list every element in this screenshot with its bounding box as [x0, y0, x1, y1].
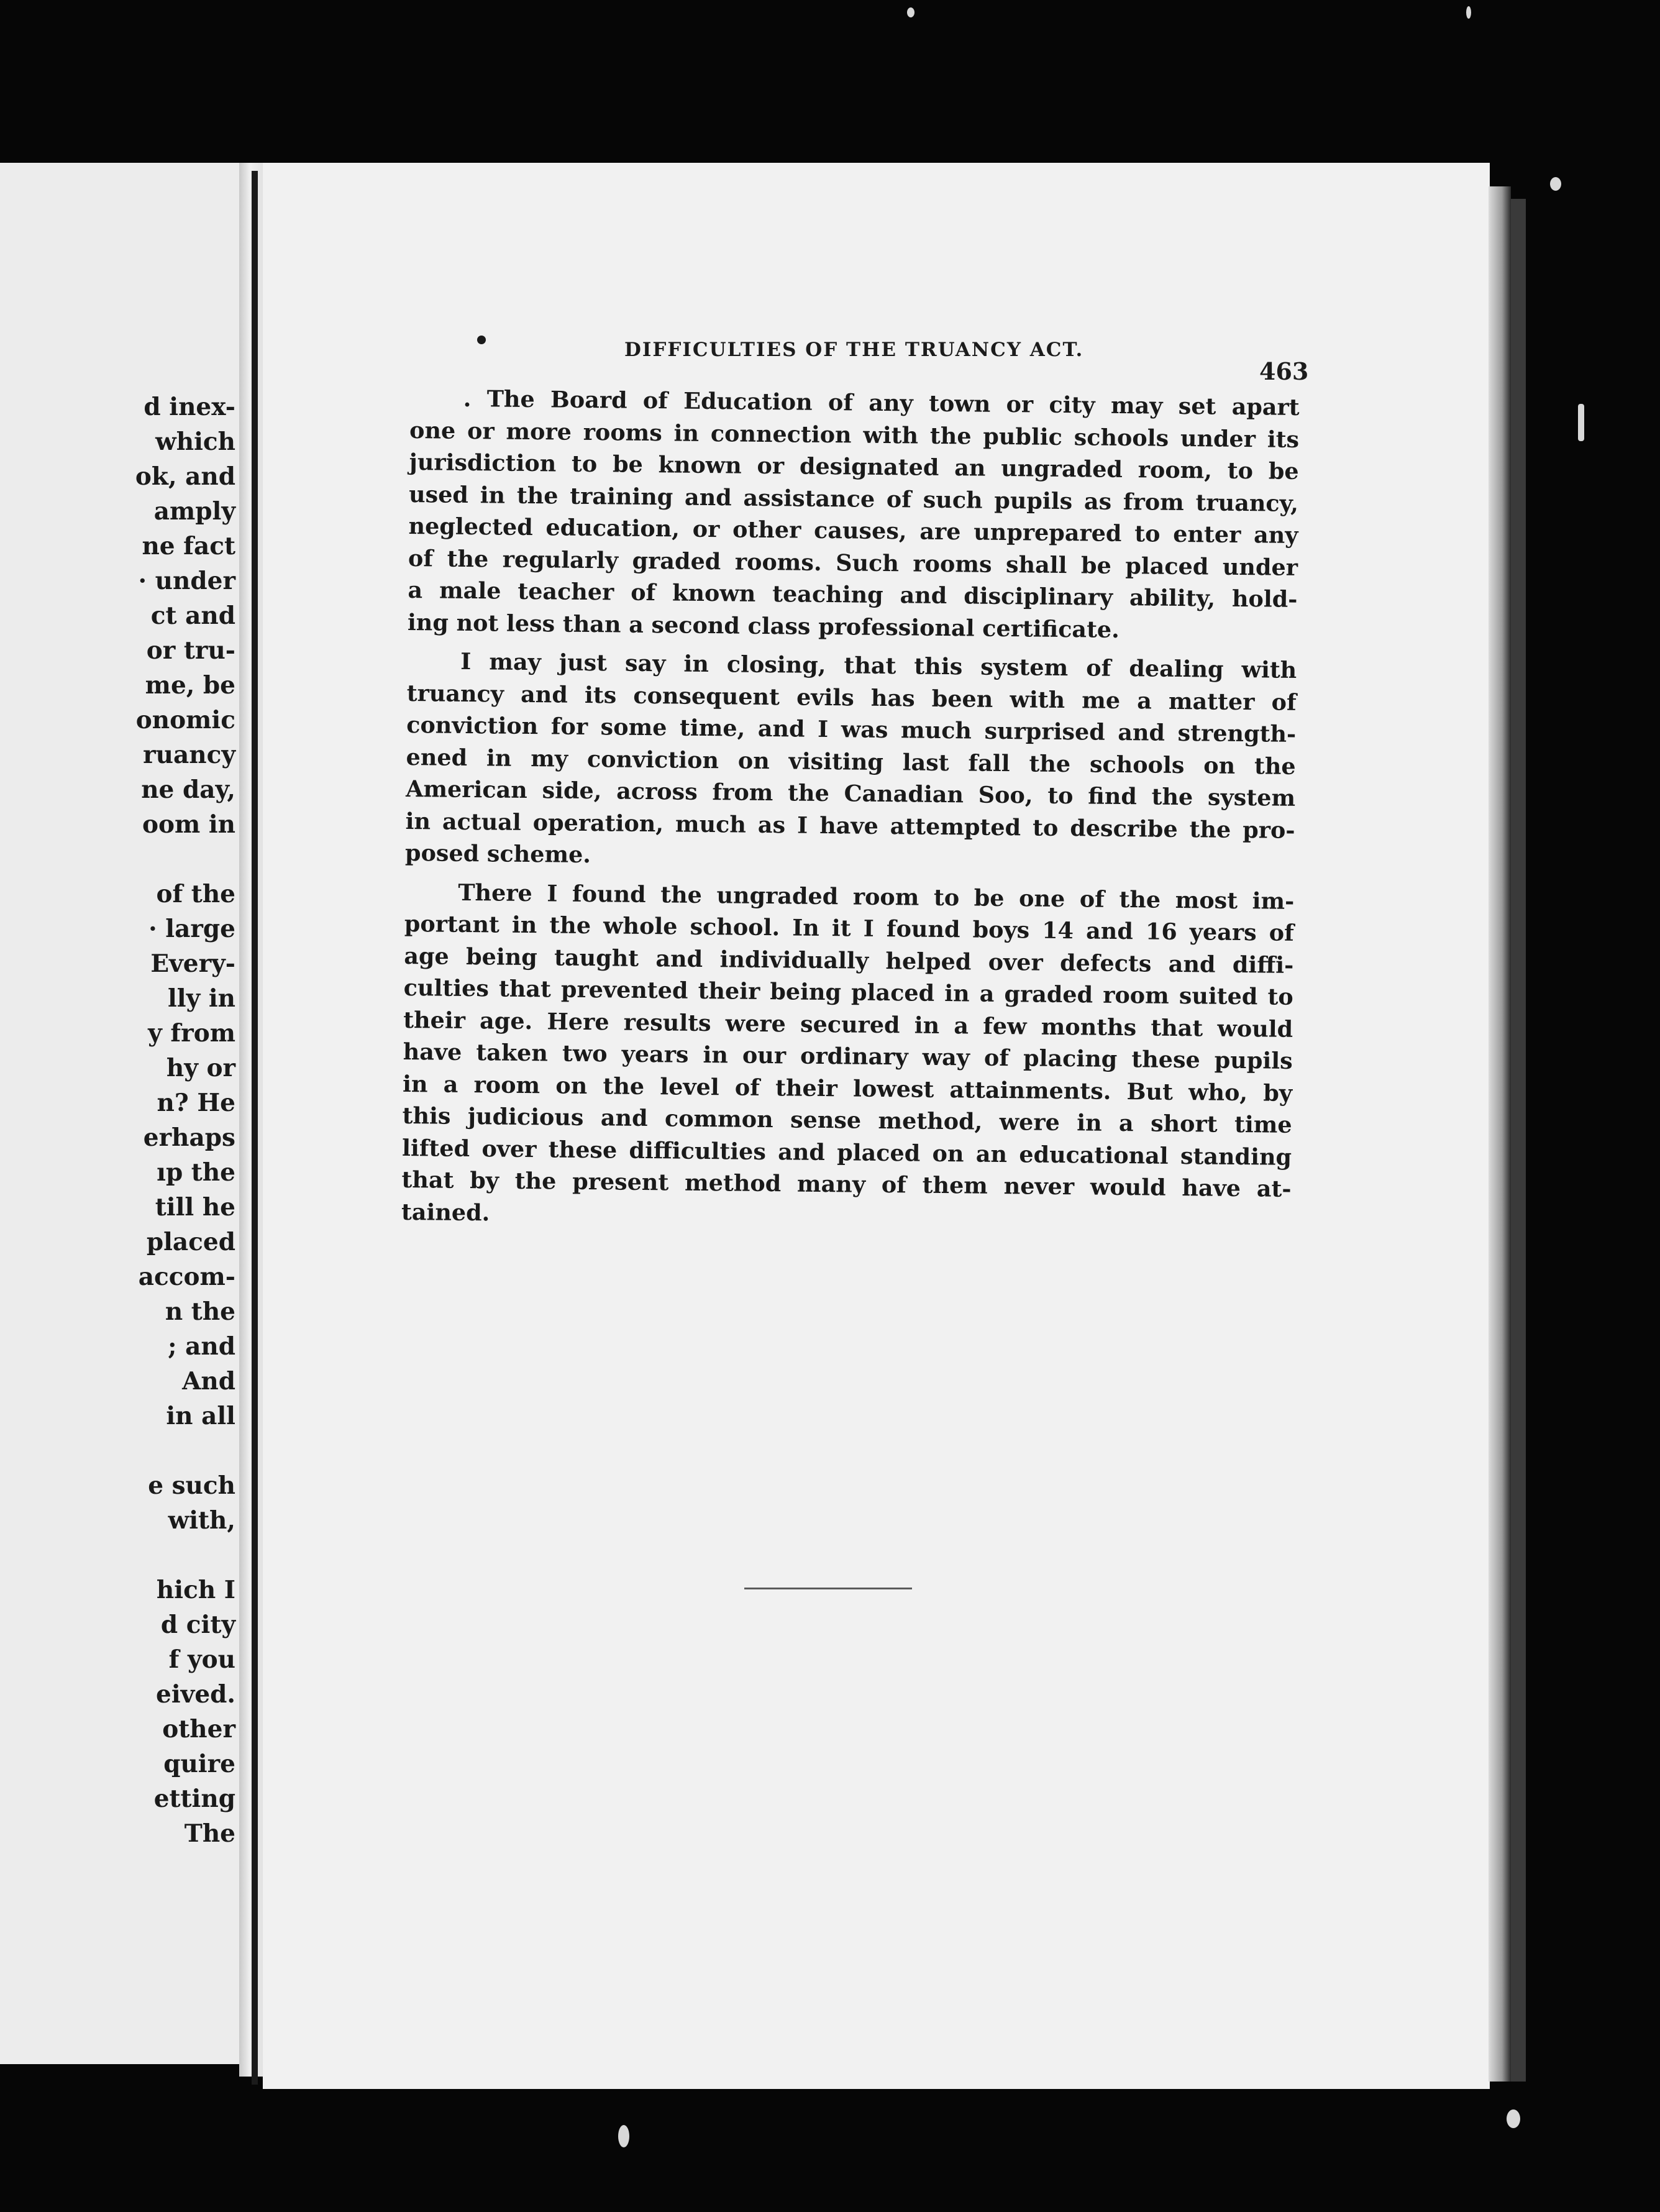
left-page-line: ; and	[168, 1332, 235, 1361]
text-line: neglected education, or other causes, are unprepared to enter any	[408, 512, 1298, 549]
left-page-line	[0, 1433, 235, 1468]
text-line: conviction for some time, and I was much surprised and strength-	[406, 711, 1297, 747]
text-line: age being taught and individually helped over defects and diffi-	[404, 942, 1294, 979]
page-number: 463	[1259, 357, 1309, 385]
text-line: a male teacher of known teaching and disciplinary ability, hold-	[408, 576, 1298, 613]
left-page-line: hich I	[156, 1576, 235, 1604]
paragraph	[405, 645, 1297, 878]
text-line: tained.	[401, 1198, 490, 1226]
left-page-line: ıp the	[157, 1158, 235, 1187]
page-edge-shadow	[1511, 199, 1526, 2082]
left-page-line: which	[155, 427, 235, 456]
ink-dot	[477, 336, 486, 344]
text-line: portant in the whole school. In it I found boys 14 and 16 years of	[404, 910, 1295, 946]
paragraph	[401, 875, 1295, 1236]
left-page-line: etting	[153, 1785, 235, 1813]
text-line: American side, across from the Canadian Soo, to find the system	[405, 775, 1296, 811]
left-page-line: y from	[148, 1019, 235, 1048]
left-page-line: e such	[148, 1471, 235, 1500]
text-line: that by the present method many of them never would have at-	[401, 1166, 1292, 1202]
left-page-line: d inex-	[144, 393, 235, 421]
left-page-text	[0, 390, 235, 1851]
left-page-line: And	[182, 1367, 235, 1396]
text-line: used in the training and assistance of such pupils as from truancy,	[408, 480, 1299, 517]
left-page-line: ne day,	[141, 775, 235, 804]
left-page-line	[0, 1538, 235, 1573]
left-page-line: ne fact	[142, 532, 235, 560]
text-line: I may just say in closing, that this system of dealing with	[460, 647, 1297, 683]
left-page-line: or tru-	[146, 636, 235, 665]
left-page-line: me, be	[145, 671, 235, 700]
text-line: ened in my conviction on visiting last fall the schools on the	[406, 743, 1296, 780]
left-page-line: placed	[146, 1228, 235, 1256]
scan-speck	[1466, 6, 1471, 19]
left-page-line: ruancy	[143, 741, 235, 769]
left-page-line: ok, and	[135, 462, 235, 491]
text-line: this judicious and common sense method, were in a short time	[402, 1102, 1292, 1138]
text-line: culties that prevented their being placed in a graded room suited to	[403, 974, 1293, 1010]
left-page-line: f you	[168, 1645, 235, 1674]
text-line: truancy and its consequent evils has been with me a matter of	[406, 679, 1297, 716]
left-page-line: with,	[168, 1506, 235, 1535]
left-page-line: Every-	[150, 949, 235, 978]
left-page-line: ct and	[150, 601, 235, 630]
left-page	[0, 163, 239, 2064]
text-line: posed scheme.	[404, 839, 591, 869]
scan-speck	[1507, 2109, 1520, 2128]
text-line: in a room on the level of their lowest attainments. But who, by	[402, 1070, 1293, 1107]
body-text	[401, 382, 1300, 1244]
text-line: of the regularly graded rooms. Such rooms shall be placed under	[408, 544, 1298, 581]
text-line: one or more rooms in connection with the public schools under its	[409, 416, 1300, 453]
left-page-line: till he	[155, 1193, 235, 1222]
left-page-line: of the	[156, 880, 235, 908]
text-line: in actual operation, much as I have attempted to describe the pro-	[405, 807, 1295, 844]
text-line: lifted over these difficulties and placed on an educational standing	[401, 1134, 1292, 1171]
left-page-line: in all	[166, 1402, 235, 1430]
text-line: . The Board of Education of any town or city may set apart	[463, 385, 1300, 421]
left-page-line: · large	[148, 915, 235, 943]
left-page-line: · under	[138, 567, 235, 595]
left-page-line: d city	[160, 1611, 235, 1639]
left-page-line: lly in	[167, 984, 235, 1013]
scan-speck	[1578, 404, 1584, 441]
left-page-line: other	[162, 1715, 235, 1744]
page-edge	[1489, 186, 1511, 2082]
left-page-line: oom in	[142, 810, 235, 839]
left-page-line: onomic	[135, 706, 235, 734]
left-page-line: The	[184, 1819, 235, 1848]
text-line: There I found the ungraded room to be one of the most im-	[458, 879, 1295, 915]
text-line: ing not less than a second class professional certificate.	[407, 608, 1120, 643]
page-gutter	[239, 163, 263, 2077]
section-rule	[744, 1588, 912, 1589]
left-page-line: hy or	[166, 1054, 235, 1082]
running-head: DIFFICULTIES OF THE TRUANCY ACT.	[624, 339, 1084, 361]
left-page-line	[0, 842, 235, 877]
text-line: jurisdiction to be known or designated an ungraded room, to be	[409, 448, 1299, 485]
left-page-line: accom-	[138, 1263, 235, 1291]
left-page-line: amply	[153, 497, 235, 526]
left-page-line: eived.	[156, 1680, 235, 1709]
text-line: their age. Here results were secured in a few months that would	[403, 1006, 1293, 1043]
left-page-line: n? He	[157, 1089, 235, 1117]
paragraph	[408, 382, 1300, 647]
left-page-line: quire	[163, 1750, 235, 1778]
left-page-line: erhaps	[143, 1123, 235, 1152]
binding-line	[252, 171, 258, 2085]
scan-speck	[1550, 177, 1561, 191]
left-page-line: n the	[165, 1297, 235, 1326]
scan-speck	[907, 7, 914, 17]
scan-speck	[618, 2125, 629, 2147]
text-line: have taken two years in our ordinary way of placing these pupils	[403, 1038, 1293, 1074]
